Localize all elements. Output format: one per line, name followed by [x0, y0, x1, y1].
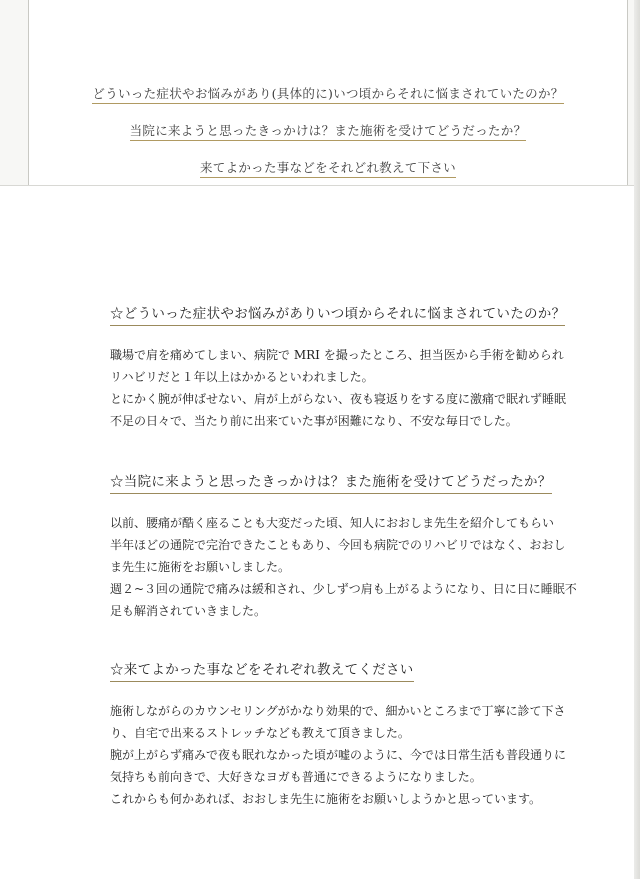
section-1-heading: ☆どういった症状やお悩みがありいつ頃からそれに悩まされていたのか？ — [110, 302, 565, 322]
section-3-body — [110, 700, 567, 810]
page-edge — [634, 0, 640, 879]
section-1-body — [110, 344, 567, 432]
section-3-line: 腕が上がらず痛みで夜も眠れなかった頃が嘘のように、今では日常生活も普段通りに — [110, 748, 567, 762]
section-3-line: 施術しながらのカウンセリングがかなり効果的で、細かいところまで丁寧に診て下さ — [110, 704, 566, 718]
back-question-3: 来てよかった事などをそれどれ教えて下さい — [29, 158, 627, 176]
section-2-line: 半年ほどの通院で完治できたこともあり、今回も病院でのリハビリではなく、おおし — [110, 538, 566, 552]
section-3-heading: ☆来てよかった事などをそれぞれ教えてください — [110, 658, 414, 678]
section-3-line: 気持ちも前向きで、大好きなヨガも普通にできるようになりました。 — [110, 770, 482, 784]
section-1-line: 不足の日々で、当たり前に出来ていた事が困難になり、不安な毎日でした。 — [110, 414, 518, 428]
section-2-heading: ☆当院に来ようと思ったきっかけは？また施術を受けてどうだったか？ — [110, 470, 552, 490]
back-question-1: どういった症状やお悩みがあり(具体的に)いつ頃からそれに悩まされていたのか？ — [29, 84, 627, 102]
section-2-line: ま先生に施術をお願いしました。 — [110, 560, 291, 574]
section-2-line: 週２~３回の通院で痛みは緩和され、少しずつ肩も上がるようになり、日に日に睡眠不 — [110, 582, 577, 596]
section-3-line: り、自宅で出来るストレッチなども教えて頂きました。 — [110, 726, 410, 740]
section-2-line: 以前、腰痛が酷く座ることも大変だった頃、知人におおしま先生を紹介してもらい — [110, 516, 555, 530]
section-2-body — [110, 512, 577, 622]
back-question-2: 当院に来ようと思ったきっかけは？また施術を受けてどうだったか？ — [29, 121, 627, 139]
section-1-line: リハビリだと１年以上はかかるといわれました。 — [110, 370, 374, 384]
section-1-line: とにかく腕が伸ばせない、肩が上がらない、夜も寝返りをする度に激痛で眠れず睡眠 — [110, 392, 567, 406]
section-1-line: 職場で肩を痛めてしまい、病院で MRI を撮ったところ、担当医から手術を勧められ — [110, 348, 564, 362]
section-2-line: 足も解消されていきました。 — [110, 604, 267, 618]
section-3-line: これからも何かあれば、おおしま先生に施術をお願いしようかと思っています。 — [110, 792, 542, 806]
